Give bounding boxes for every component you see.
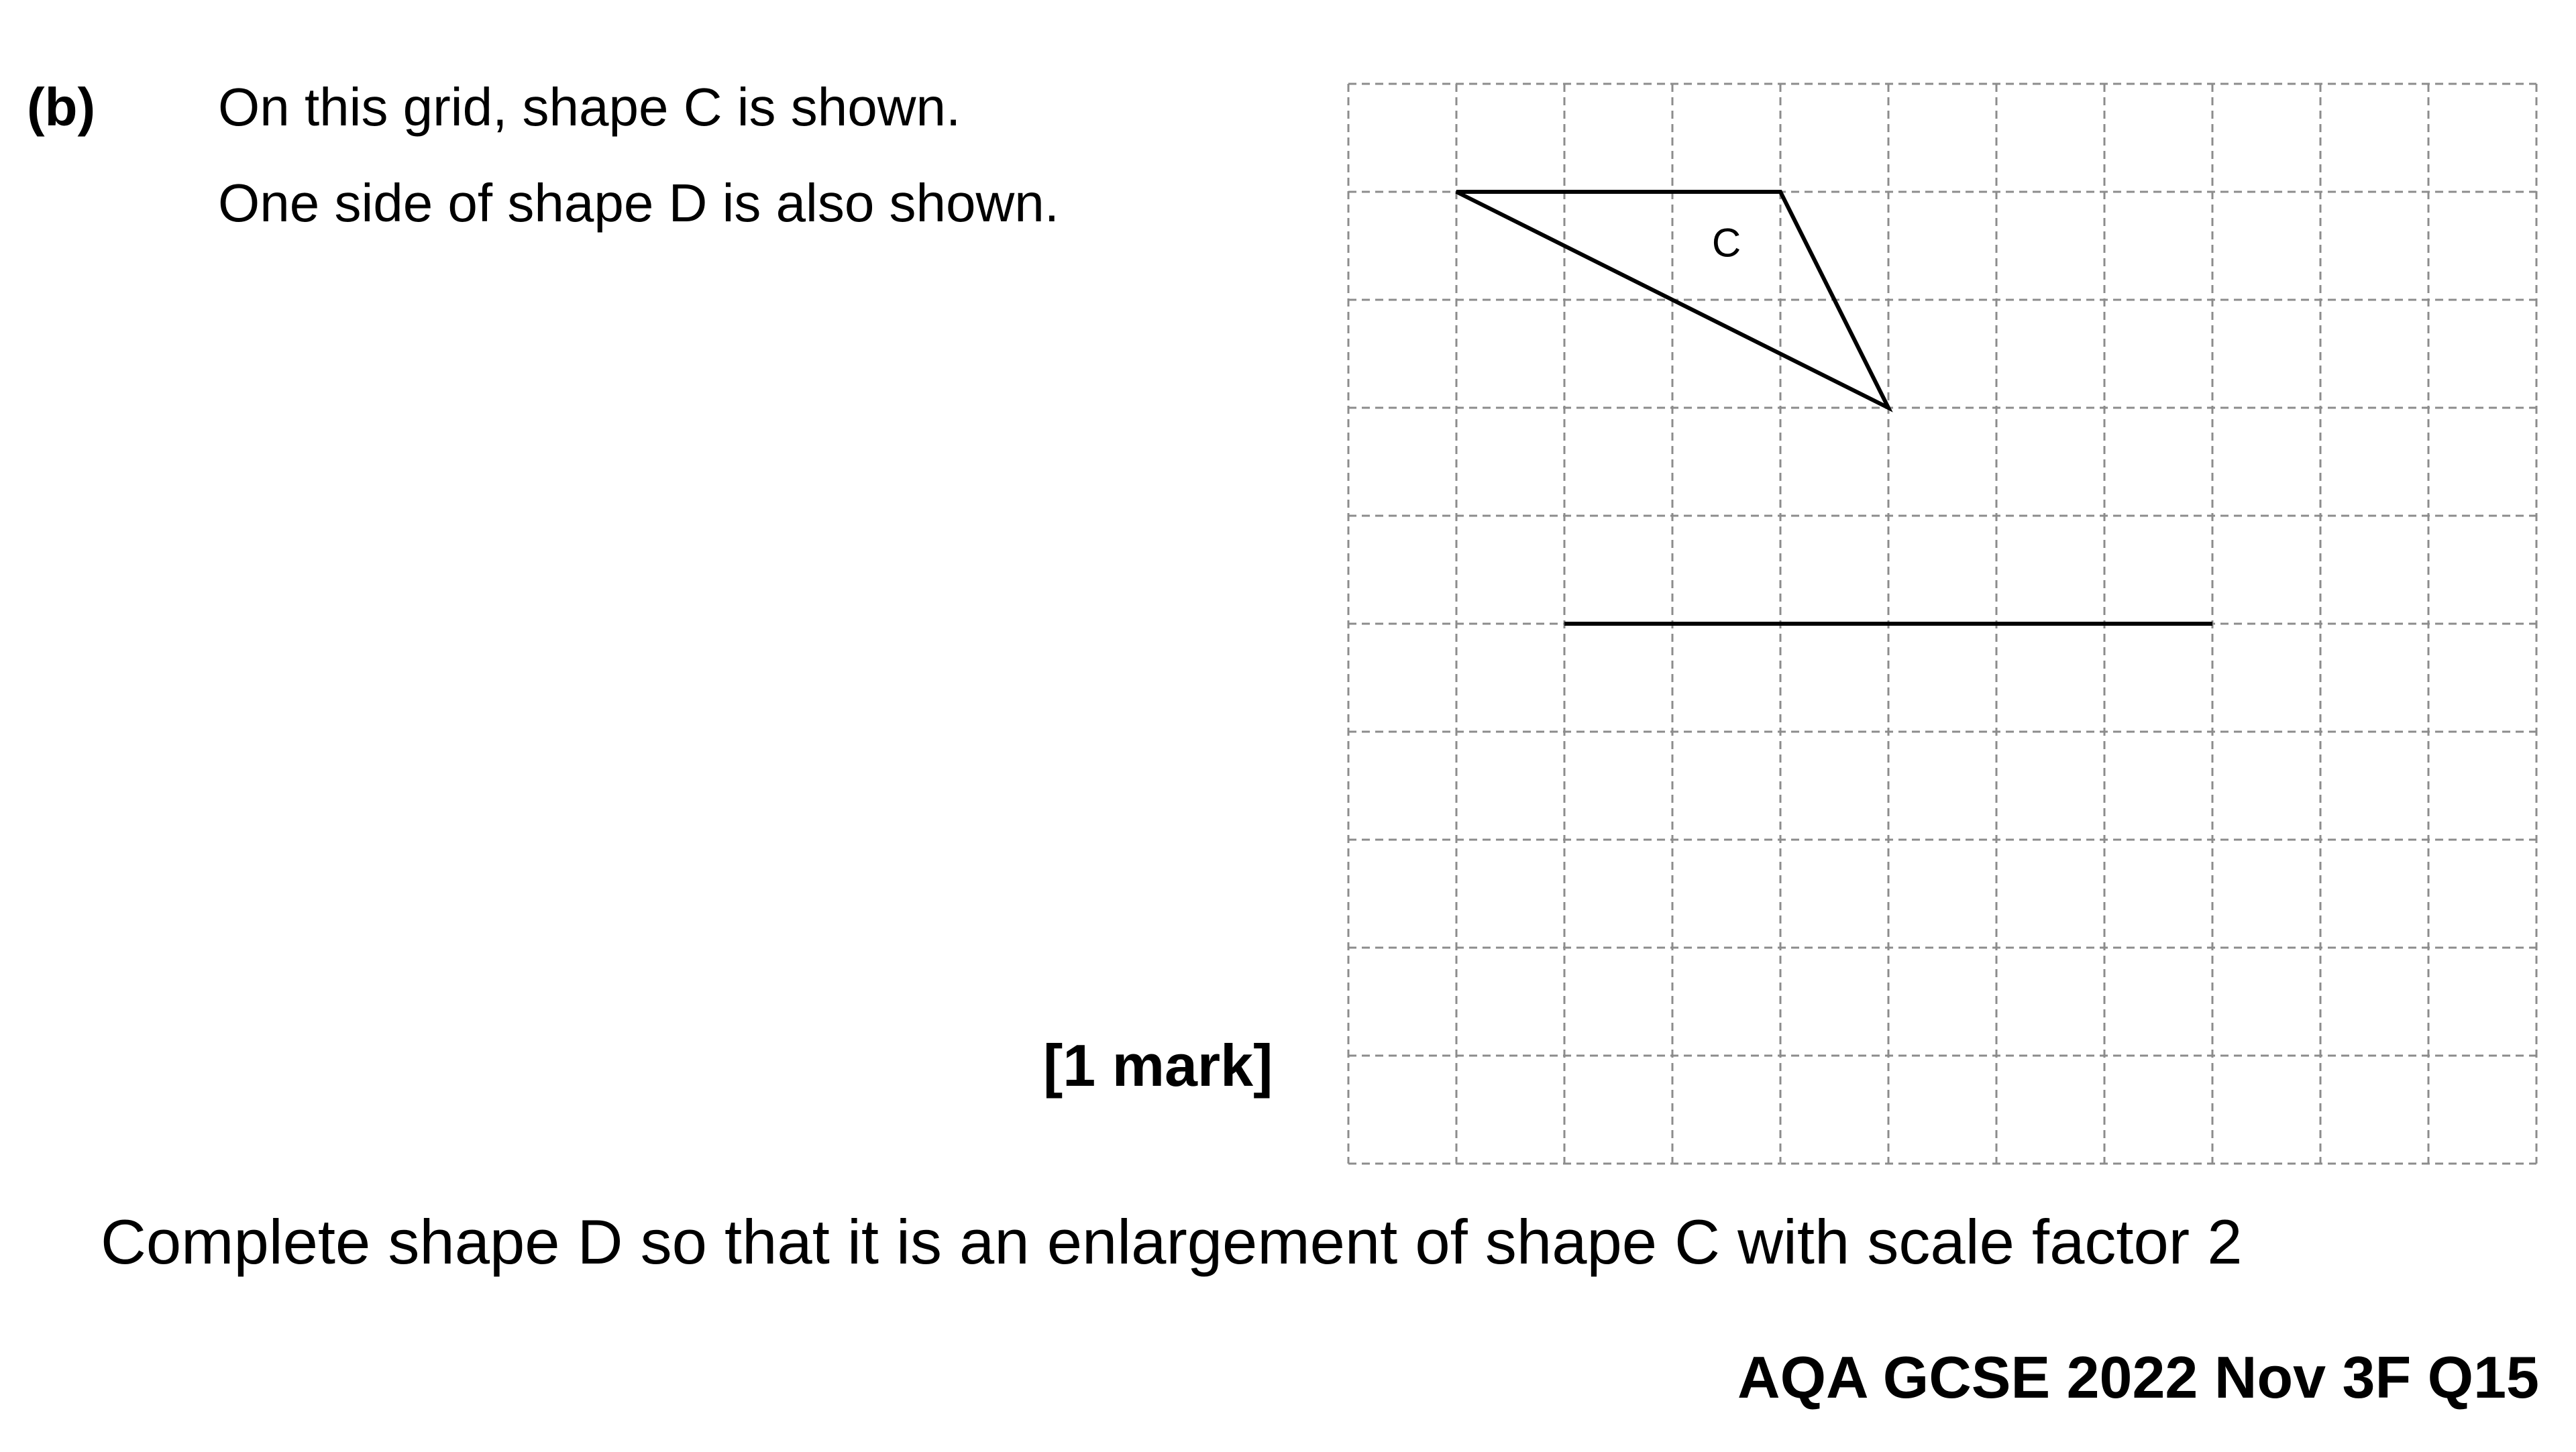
part-label: (b) [27,77,96,137]
instruction-text: Complete shape D so that it is an enlargement of shape C with scale factor 2 [101,1207,2243,1277]
source-label: AQA GCSE 2022 Nov 3F Q15 [1737,1344,2539,1410]
question-statement-line-1: On this grid, shape C is shown. [218,77,961,137]
question-statement-line-2: One side of shape D is also shown. [218,173,1060,233]
marks-label: [1 mark] [1043,1032,1273,1099]
shape-c-label: C [1711,220,1741,266]
